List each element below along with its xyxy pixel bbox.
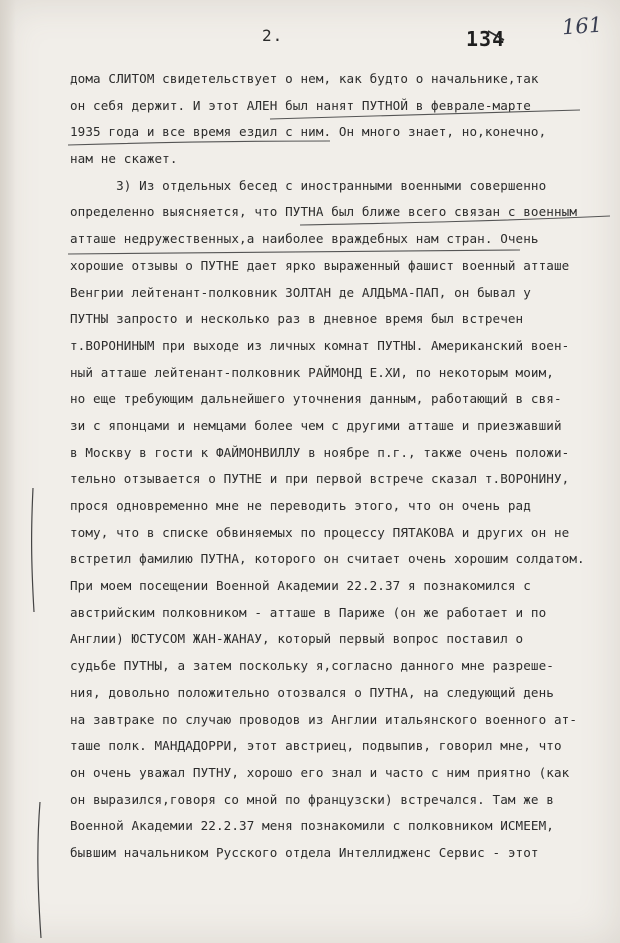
text-line: 1935 года и все время ездил с ним. Он много знает, но,конечно,: [70, 124, 547, 140]
text-line: прося одновременно мне не переводить этого, что он очень рад: [70, 498, 531, 513]
margin-bracket-line: [32, 488, 34, 612]
text-line: он очень уважал ПУТНУ, хорошо его знал и часто с ним приятно (как: [70, 764, 570, 780]
text-line: но еще требующим дальнейшего уточнения данным, работающий в свя-: [70, 391, 562, 407]
text-line: зи с японцами и немцами более чем с другими атташе и приезжавший: [70, 417, 562, 433]
text-line: бывшим начальником Русского отдела Интеллидженс Сервис - этот: [70, 844, 539, 860]
margin-bracket-line: [38, 802, 41, 938]
text-line: Венгрии лейтенант-полковник ЗОЛТАН де АЛДЬМА-ПАП, он бывал у: [70, 284, 531, 300]
text-line: 3) Из отдельных бесед с иностранными военными совершенно: [70, 177, 547, 193]
stamped-page-number: 134: [466, 27, 506, 51]
text-line: ПУТНЫ запросто и несколько раз в дневное время был встречен: [70, 311, 524, 327]
handwritten-page-number: 161: [561, 12, 603, 40]
text-line: ния, довольно положительно отозвался о ПУТНА, на следующий день: [70, 684, 554, 700]
text-line: Военной Академии 22.2.37 меня познакомили с полковником ИСМЕЕМ,: [70, 818, 554, 834]
text-line: атташе недружественных,а наиболее враждебных нам стран. Очень: [70, 231, 539, 247]
text-line: в Москву в гости к ФАЙМОНВИЛЛУ в ноябре п.г., также очень положи-: [70, 444, 570, 460]
text-line: он себя держит. И этот АЛЕН был нанят ПУТНОЙ в феврале-марте: [70, 97, 531, 113]
text-line: нам не скажет.: [70, 151, 178, 167]
text-line: При моем посещении Военной Академии 22.2.37 я познакомился с: [70, 578, 531, 594]
text-line: на завтраке по случаю проводов из Англии итальянского военного ат-: [70, 711, 578, 727]
text-line: Англии) ЮСТУСОМ ЖАН-ЖАНАУ, который первый вопрос поставил о: [70, 631, 524, 647]
text-line: ный атташе лейтенант-полковник РАЙМОНД Е.ХИ, по некоторым моим,: [70, 364, 554, 380]
text-line: хорошие отзывы о ПУТНЕ дает ярко выраженный фашист военный атташе: [70, 257, 570, 273]
text-line: дома СЛИТОМ свидетельствует о нем, как будто о начальнике,так: [70, 71, 539, 86]
text-line: он выразился,говоря со мной по французски) встречался. Там же в: [70, 791, 554, 807]
text-line: тому, что в списке обвиняемых по процессу ПЯТАКОВА и других он не: [70, 524, 570, 540]
typewritten-body: [70, 66, 610, 867]
text-line: тельно отзывается о ПУТНЕ и при первой встрече сказал т.ВОРОНИНУ,: [70, 471, 570, 487]
text-line: определенно выясняется, что ПУТНА был ближе всего связан с военным: [70, 204, 578, 220]
text-line: судьбе ПУТНЫ, а затем поскольку я,согласно данного мне разреше-: [70, 658, 554, 674]
text-line: встретил фамилию ПУТНА, которого он считает очень хорошим солдатом.: [70, 551, 585, 567]
text-line: таше полк. МАНДАДОРРИ, этот австриец, подвыпив, говорил мне, что: [70, 738, 562, 754]
text-line: т.ВОРОНИНЫМ при выходе из личных комнат ПУТНЫ. Американский воен-: [70, 337, 570, 353]
page-number: 2.: [262, 26, 284, 45]
page-left-edge: [0, 0, 16, 943]
text-line: австрийским полковником - атташе в Париже (он же работает и по: [70, 604, 547, 620]
